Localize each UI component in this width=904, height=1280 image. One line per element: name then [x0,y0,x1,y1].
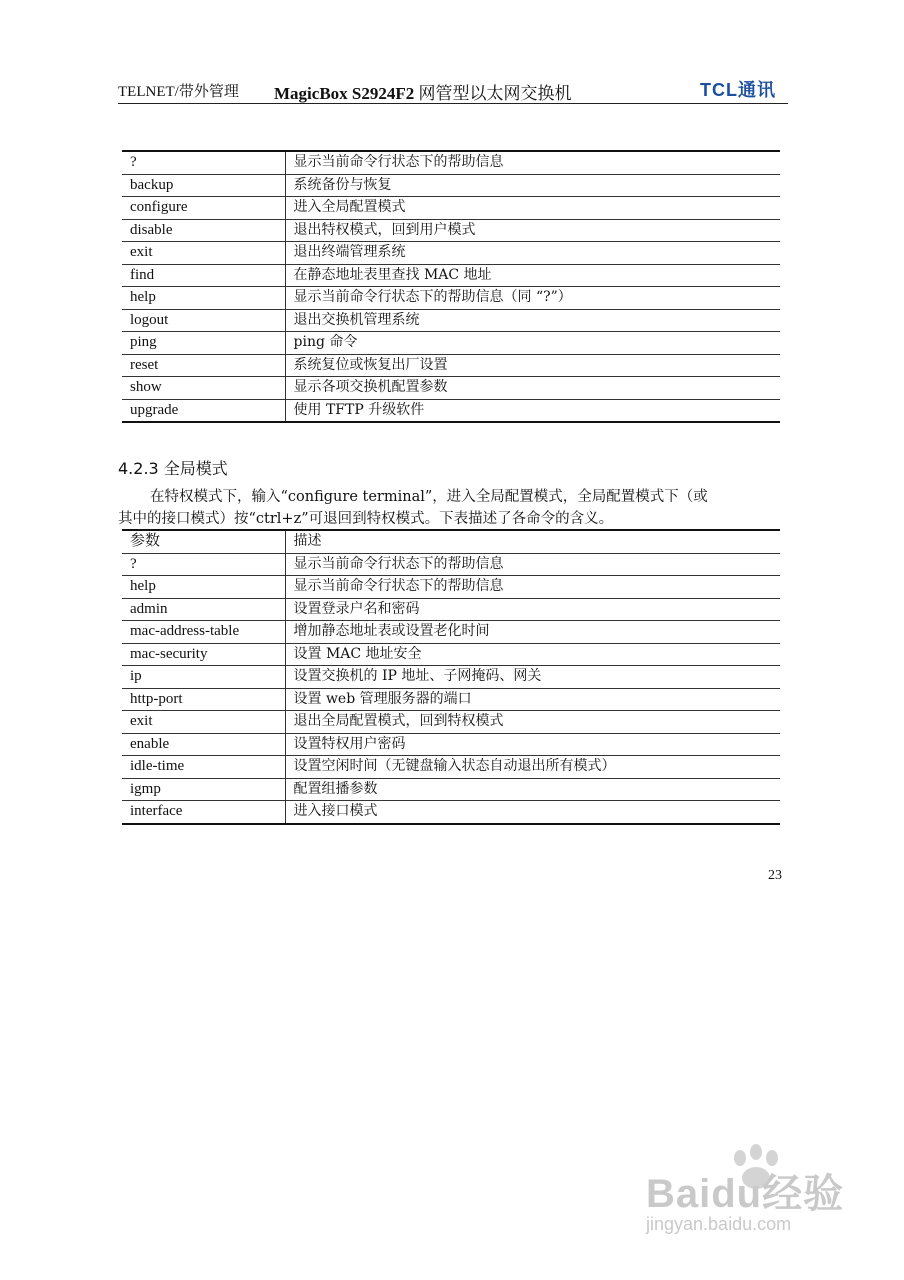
table-row [122,219,780,242]
desc-cell: 显示当前命令行状态下的帮助信息 [285,151,780,174]
table-row [122,666,780,689]
table-row [122,174,780,197]
desc-cell: 配置组播参数 [285,778,780,801]
desc-cell: 显示当前命令行状态下的帮助信息（同 “?”） [285,287,780,310]
desc-cell: 退出全局配置模式，回到特权模式 [285,711,780,734]
desc-cell: 显示当前命令行状态下的帮助信息 [285,576,780,599]
header-desc: 描述 [285,530,780,553]
product-suffix: 网管型以太网交换机 [414,84,572,103]
table-row [122,309,780,332]
desc-cell: 系统复位或恢复出厂设置 [285,354,780,377]
paragraph-line-2: 其中的接口模式）按“ctrl+z”可退回到特权模式。下表描述了各命令的含义。 [118,511,614,527]
desc-cell: 设置交换机的 IP 地址、子网掩码、网关 [285,666,780,689]
desc-cell: ping 命令 [285,332,780,355]
param-cell: mac-security [122,643,285,666]
desc-cell: 设置特权用户密码 [285,733,780,756]
table-row [122,197,780,220]
param-cell: ip [122,666,285,689]
header-left-text: TELNET/带外管理 [118,84,239,100]
table-row [122,242,780,265]
param-cell: exit [122,711,285,734]
header-param: 参数 [122,530,285,553]
param-cell: enable [122,733,285,756]
page-header [118,76,788,103]
desc-cell: 设置 web 管理服务器的端口 [285,688,780,711]
table-row [122,354,780,377]
header-product-title [274,79,572,104]
desc-cell: 进入接口模式 [285,801,780,824]
table-row [122,553,780,576]
table-row [122,576,780,599]
paragraph-line-1: 在特权模式下，输入“configure terminal”，进入全局配置模式，全局配置模式下（或 [150,489,708,505]
table-header-row [122,530,780,553]
table-row [122,598,780,621]
param-cell: igmp [122,778,285,801]
param-cell: find [122,264,285,287]
param-cell: disable [122,219,285,242]
command-table-privileged [122,150,780,423]
table-row [122,287,780,310]
param-cell: help [122,287,285,310]
desc-cell: 设置空闲时间（无键盘输入状态自动退出所有模式） [285,756,780,779]
header-divider [118,103,788,104]
desc-cell: 增加静态地址表或设置老化时间 [285,621,780,644]
param-cell: upgrade [122,399,285,422]
desc-cell: 显示各项交换机配置参数 [285,377,780,400]
param-cell: ping [122,332,285,355]
watermark-brand: Baidu经验 [646,1172,845,1216]
param-cell: admin [122,598,285,621]
table-row [122,733,780,756]
table-row [122,688,780,711]
table-row [122,377,780,400]
watermark-url: jingyan.baidu.com [646,1214,792,1234]
baidu-watermark [640,1148,860,1248]
command-table-global [122,529,780,825]
desc-cell: 系统备份与恢复 [285,174,780,197]
param-cell: mac-address-table [122,621,285,644]
param-cell: idle-time [122,756,285,779]
table-row [122,643,780,666]
tcl-logo: TCL通讯 [700,80,776,100]
section-title: 4.2.3 全局模式 [118,459,228,478]
desc-cell: 在静态地址表里查找 MAC 地址 [285,264,780,287]
page-number: 23 [768,868,782,883]
desc-cell: 退出终端管理系统 [285,242,780,265]
param-cell: ? [122,151,285,174]
table-row [122,264,780,287]
param-cell: ? [122,553,285,576]
table-row [122,621,780,644]
param-cell: backup [122,174,285,197]
desc-cell: 显示当前命令行状态下的帮助信息 [285,553,780,576]
table-row [122,778,780,801]
section-paragraph [118,486,790,530]
desc-cell: 退出特权模式，回到用户模式 [285,219,780,242]
desc-cell: 设置 MAC 地址安全 [285,643,780,666]
param-cell: interface [122,801,285,824]
product-model: MagicBox S2924F2 [274,84,415,103]
table-row [122,711,780,734]
param-cell: http-port [122,688,285,711]
param-cell: reset [122,354,285,377]
desc-cell: 设置登录户名和密码 [285,598,780,621]
param-cell: logout [122,309,285,332]
desc-cell: 进入全局配置模式 [285,197,780,220]
table-row [122,399,780,422]
table-row [122,756,780,779]
table-row [122,332,780,355]
param-cell: help [122,576,285,599]
table-row [122,151,780,174]
param-cell: configure [122,197,285,220]
desc-cell: 退出交换机管理系统 [285,309,780,332]
param-cell: show [122,377,285,400]
param-cell: exit [122,242,285,265]
table-row [122,801,780,824]
desc-cell: 使用 TFTP 升级软件 [285,399,780,422]
